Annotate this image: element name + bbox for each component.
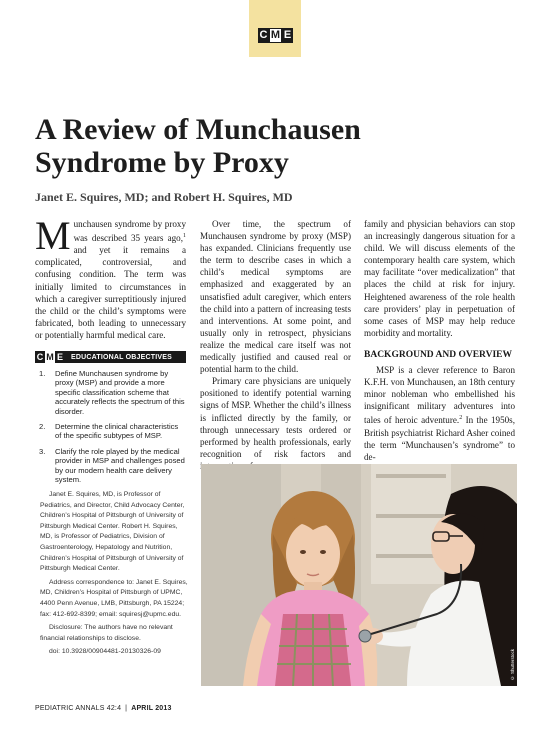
title-line-1: A Review of Munchausen <box>35 113 361 146</box>
objective-item: 1. Define Munchausen syndrome by proxy (MSP) and provide a more specific classification scheme that accurately reflects the spectrum of this disorder. <box>39 369 185 416</box>
intro-paragraph: Munchausen syndrome by proxy was described 35 years ago,$^1$ and yet it remains a complicated, controversial, and confusing condition. The term was initially limited to circumstances in which a caregiver surreptitiously injured the child or the child’s symptoms were fabricated, both leading to unnecessary or potentially harmful medical care. <box>35 213 186 340</box>
correspondence-text: Address correspondence to: Janet E. Squires, MD, Children’s Hospital of Pittsburgh of UPMC, 4400 Penn Avenue, LMB, Pittsburgh, PA 15224; fax: 412-692-8399; email: squiresj@upmc.edu. <box>40 578 188 618</box>
paragraph: MSP is a clever reference to Baron K.F.H. von Munchausen, an 18th century minor nobleman who embellished his insignificant military adventures into tales of heroic adventure.$^2$ In the 1950s, British psychiatrist Richard Asher coined the term “Munchausen’s syndrome” to de- <box>364 365 515 462</box>
page-footer <box>35 705 172 712</box>
title-line-2: Syndrome by Proxy <box>35 146 289 179</box>
doi-text: doi: 10.3928/00904481-20130326-09 <box>49 648 161 656</box>
author-affiliations <box>40 490 188 658</box>
objectives-heading: EDUCATIONAL OBJECTIVES <box>71 353 172 361</box>
article-photo <box>201 464 517 686</box>
educational-objectives-box <box>35 351 186 490</box>
drop-cap: M <box>35 213 71 258</box>
footer-separator: | <box>125 705 128 712</box>
ref-2: 2 <box>459 415 463 422</box>
paragraph: Over time, the spectrum of Munchausen syndrome by proxy (MSP) has expanded. Clinicians frequently use the term to describe cases in which a child’s medical symptoms are emphasized and exaggerated by an unsatisfied adult caregiver, which enters the child into a pattern of increasing tests and interventions. At some point, and usually only in retrospect, physicians realize the medical care itself was not medically justified and caused real or potential harm to the child. <box>200 219 351 375</box>
column-1 <box>35 213 186 341</box>
ref-1: 1 <box>183 233 186 240</box>
journal-info: PEDIATRIC ANNALS 42:4 <box>35 705 122 712</box>
cme-letter-c: C <box>259 29 268 41</box>
objective-item: 2. Determine the clinical characteristics of the specific subtypes of MSP. <box>39 422 179 441</box>
paragraph: family and physician behaviors can stop an increasingly dangerous situation for a child. We will discuss elements of the contemporary health care system, which may facilitate “over medicalization” that places the child at risk for injury. Heightened awareness of the role health care providers’ play in perpetuation of some cases of MSP may help reduce morbidity and mortality. <box>364 219 515 338</box>
cme-logo <box>258 28 293 43</box>
article-title <box>35 113 505 179</box>
cme-letter-m: M <box>270 29 281 41</box>
objectives-list <box>35 369 186 484</box>
cme-small-logo: C M E <box>36 352 63 362</box>
disclosure-text: Disclosure: The authors have no relevant financial relationships to disclose. <box>40 624 173 642</box>
objective-item: 3. Clarify the role played by the medical provider in MSP and challenges posed by our modern health care delivery system. <box>39 446 185 485</box>
issue-date: APRIL 2013 <box>131 705 172 712</box>
column-2 <box>200 218 351 472</box>
cme-tab <box>249 0 301 57</box>
paragraph: Primary care physicians are uniquely positioned to identify potential warning signs of MSP. Whether the child’s illness is inflicted directly by the family, or through unnecessary tests ordered or performed by health professionals, early recognition of risk factors and <box>200 376 351 459</box>
objectives-header <box>35 351 186 363</box>
section-heading: BACKGROUND AND OVERVIEW <box>364 349 512 360</box>
column-3 <box>364 218 515 463</box>
cme-letter-e: E <box>283 29 292 41</box>
article-authors: Janet E. Squires, MD; and Robert H. Squires, MD <box>35 190 293 204</box>
photo-credit: © Shutterstock <box>510 648 515 680</box>
affiliation-text: Janet E. Squires, MD, is Professor of Pediatrics, and Director, Child Advocacy Center, Children’s Hospital of Pittsburgh of University of Pittsburgh Medical Center. Robert H. Squires, MD, is Professor of Pediatrics, Division of Gastroenterology, Hepatology and Nutrition, Children’s Hospital of Pittsburgh of University of Pittsburgh Medical Center. <box>40 491 185 573</box>
